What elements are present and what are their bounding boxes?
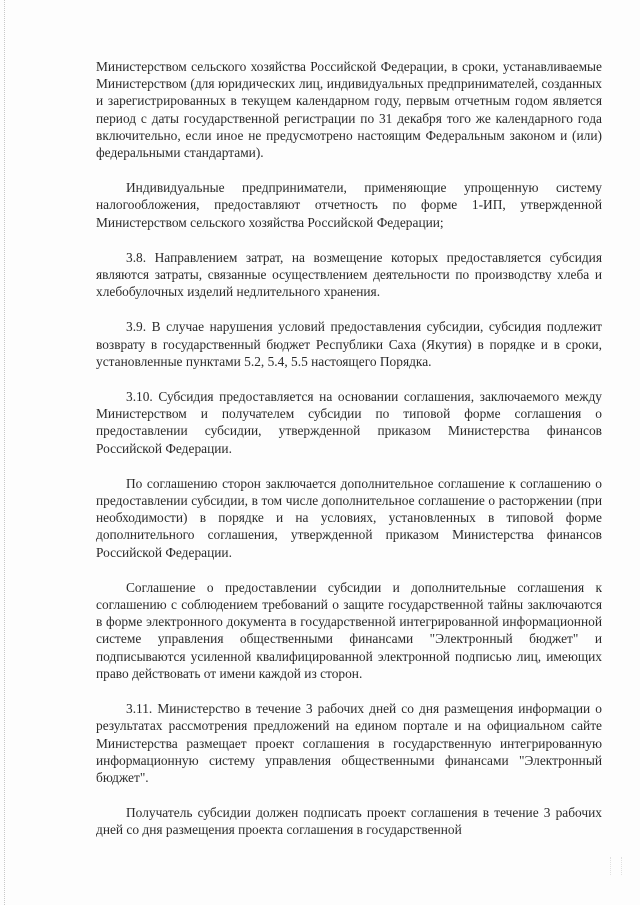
scan-binding-edge <box>4 0 6 905</box>
paragraph-3-9: 3.9. В случае нарушения условий предоставления субсидии, субсидия подлежит возврату в государственный бюджет Республики Саха (Якутия) в порядке и в сроки, установленные пунктами 5.2, 5.4, 5.5 настоящего Порядка. <box>96 319 602 369</box>
paragraph-3-10: 3.10. Субсидия предоставляется на основании соглашения, заключаемого между Министерством и получателем субсидии по типовой форме соглашения о предоставлении субсидии, утвержденной приказом Министерства финансов Российской Федерации. <box>96 389 602 456</box>
paragraph-reporting-deadlines: Министерством сельского хозяйства Российской Федерации, в сроки, устанавливаемые Министерством (для юридических лиц, индивидуальных предпринимателей, созданных и зарегистрированных в текущем календарном году, первым отчетным годом является период с даты государственной регистрации по 31 декабря того же календарного года включительно, если иное не предусмотрено настоящим Федеральным законом и (или) федеральными стандартами). <box>96 59 602 161</box>
paragraph-3-11: 3.11. Министерство в течение 3 рабочих дней со дня размещения информации о результатах рассмотрения предложений на едином портале и на официальном сайте Министерства размещает проект соглашения в государственную интегрированную информационную систему управления общественными финансами "Электронный бюджет". <box>96 701 602 785</box>
paragraph-additional-agreement: По соглашению сторон заключается дополнительное соглашение к соглашению о предоставлении субсидии, в том числе дополнительное соглашение о расторжении (при необходимости) в порядке и на условиях, установленных в типовой форме дополнительного соглашения, утвержденной приказом Министерства финансов Российской Федерации. <box>96 475 602 560</box>
paragraph-recipient-signing: Получатель субсидии должен подписать проект соглашения в течение 3 рабочих дней со дня размещения проекта соглашения в государственной <box>96 805 602 838</box>
paragraph-electronic-budget: Соглашение о предоставлении субсидии и дополнительные соглашения к соглашению с соблюдением требований о защите государственной тайны заключаются в форме электронного документа в государственной интегрированной информационной системе управления общественными финансами "Электронный бюджет" и подписываются усиленной квалифицированной электронной подписью лиц, имеющих право действовать от имени каждой из сторон. <box>96 579 602 681</box>
paragraph-3-8: 3.8. Направлением затрат, на возмещение которых предоставляется субсидия являются затраты, связанные осуществлением деятельности по производству хлеба и хлебобулочных изделий недлительного хранения. <box>96 249 602 300</box>
scan-artifact <box>610 857 622 875</box>
document-body <box>96 58 602 857</box>
paragraph-individual-entrepreneurs: Индивидуальные предприниматели, применяющие упрощенную систему налогообложения, предоставляют отчетность по форме 1-ИП, утвержденной Министерством сельского хозяйства Российской Федерации; <box>96 180 602 230</box>
